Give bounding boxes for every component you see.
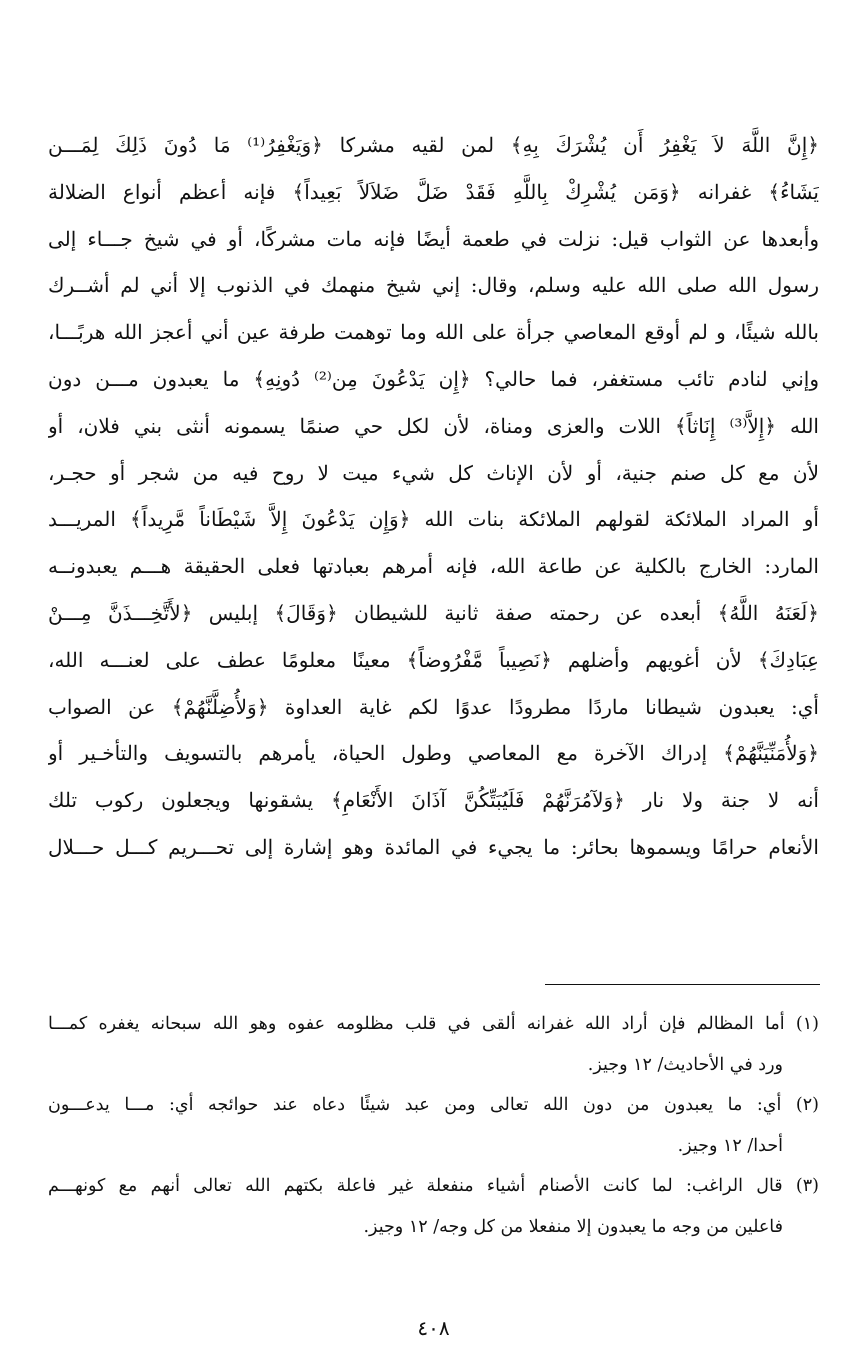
text-line: أنه لا جنة ولا نار ﴿وَلآمُرَنَّهُمْ فَلَيُبَتِّكُنَّ آذَانَ الأَنْعَامِ﴾ يشقونها ويجعلون ركوب تلك [48,788,819,813]
footnote-1-continuation: ورد في الأحاديث/ ١٢ وجيز. [587,1054,783,1075]
text-line: ﴿إِنَّ اللَّهَ لاَ يَغْفِرُ أَن يُشْرَكَ بِهِ﴾ لمن لقيه مشركا ﴿وَيَغْفِرُ⁽¹⁾ مَا دُونَ ذَلِكَ لِمَـــن [48,133,819,157]
text-line: وإني لنادم تائب مستغفر، فما حالي؟ ﴿إِن يَدْعُونَ مِن⁽²⁾ دُونِهِ﴾ ما يعبدون مـــن دون [48,366,819,391]
text-line: ﴿وَلأُمَنِّيَنَّهُمْ﴾ إدراك الآخرة مع المعاصي وطول الحياة، يأمرهم بالتسويف والتأخـير أو [48,741,819,766]
text-line: المارد: الخارج بالكلية عن طاعة الله، فإنه أمرهم بعبادتها فعلى الحقيقة هـــم يعبدونــه [48,554,819,579]
footnote-2: (٢) أي: ما يعبدون من دون الله تعالى ومن عبد شيئًا دعاه عند حوائجه أي: مـــا يدعـــون [48,1095,819,1115]
footnotes [48,1004,819,1247]
text-line: يَشَاءُ﴾ غفرانه ﴿وَمَن يُشْرِكْ بِاللَّهِ فَقَدْ ضَلَّ ضَلاَلاً بَعِيداً﴾ فإنه أعظم أنواع الضلالة [48,179,819,204]
footnote-3: (٣) قال الراغب: لما كانت الأصنام أشياء منفعلة غير فاعلة بكتهم الله تعالى أنهم مع كونهـــم [48,1176,819,1196]
text-line: أو المراد الملائكة لقولهم الملائكة بنات الله ﴿وَإِن يَدْعُونَ إِلاَّ شَيْطَاناً مَّرِيداً﴾ المريـــد [48,507,819,532]
text-line: رسول الله صلى الله عليه وسلم، وقال: إني شيخ منهمك في الذنوب إلا أني لم أشــرك [48,273,819,298]
text-line: الأنعام حرامًا ويسموها بحائر: ما يجيء في المائدة وهو إشارة إلى تحـــريم كـــل حـــلال [48,834,819,859]
main-text [48,122,819,871]
text-line: أي: يعبدون شيطانا ماردًا مطرودًا عدوًا لكم غاية العداوة ﴿وَلأُضِلَّنَّهُمْ﴾ عن الصواب [48,694,819,719]
text-line: عِبَادِكَ﴾ لأن أغويهم وأضلهم ﴿نَصِيباً مَّفْرُوضاً﴾ معينًا معلومًا عطف على لعنـــه الله، [48,647,819,672]
footnote-3-continuation: فاعلين من وجه ما يعبدون إلا منفعلا من كل وجه/ ١٢ وجيز. [363,1216,783,1237]
footnote-separator [545,984,820,985]
page-number: ٤٠٨ [417,1316,450,1340]
text-line: لأن مع كل صنم جنية، أو لأن الإناث كل شيء ميت لا روح فيه من شجر أو حجـر، [48,460,819,485]
text-line: وأبعدها عن الثواب قيل: نزلت في طعمة أيضًا فإنه مات مشركًا، أو في شيخ جـــاء إلى [48,226,819,251]
text-line: ﴿لَعَنَهُ اللَّهُ﴾ أبعده عن رحمته صفة ثانية للشيطان ﴿وَقَالَ﴾ إبليس ﴿لأَتَّخِـــذَنَّ مِـــنْ [48,600,819,625]
footnote-1: (١) أما المظالم فإن أراد الله غفرانه ألقى في قلب مظلومه عفوه وهو الله سبحانه يغفره كمـــا [48,1014,819,1034]
text-line: بالله شيئًا، و لم أوقع المعاصي جرأة على الله وما توهمت طرفة عين أني أعجز الله هربًـــا، [48,320,819,345]
text-line: الله ﴿إِلاَّ⁽³⁾ إِنَاثاً﴾ اللات والعزى ومناة، لأن لكل حي صنمًا يسمونه أنثى بني فلان، أو [48,413,819,438]
footnote-2-continuation: أحدا/ ١٢ وجيز. [677,1135,783,1156]
